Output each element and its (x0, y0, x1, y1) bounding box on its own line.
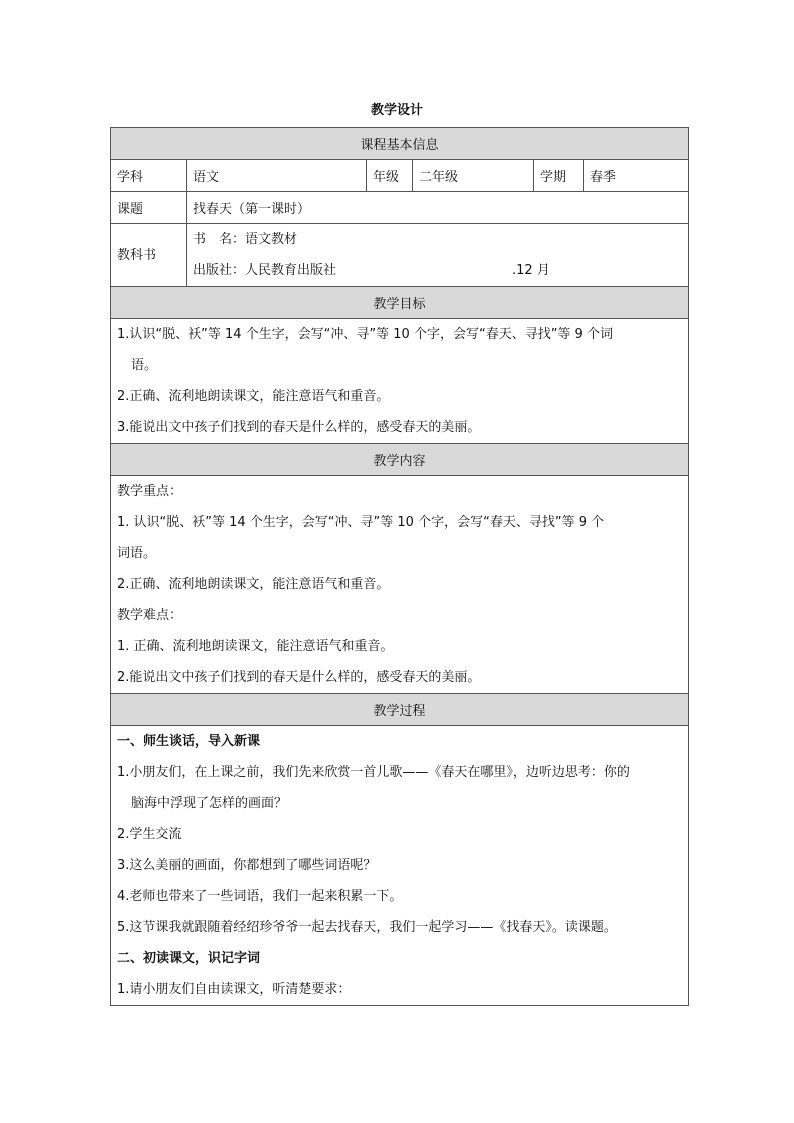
section1-title: 一、师生谈话，导入新课 (117, 734, 261, 749)
difficulty-label: 教学难点： (117, 608, 183, 623)
subject-label: 学科 (111, 160, 187, 192)
book-name: 书 名：语文教材 (193, 232, 298, 247)
process-item: 脑海中浮现了怎样的画面？ (131, 796, 288, 811)
subject-row (111, 160, 689, 192)
process-row (111, 726, 689, 1006)
process-item: 1.请小朋友们自由读课文，听清楚要求： (117, 982, 351, 997)
topic-label: 课题 (111, 192, 187, 224)
goals-content (111, 319, 689, 444)
content-row (111, 476, 689, 694)
content-body (111, 476, 689, 694)
lesson-plan-table (110, 127, 689, 1006)
publisher: 出版社：人民教育出版社 (193, 263, 337, 278)
textbook-label-text: 教科书 (117, 247, 157, 263)
key-point-item: 词语。 (117, 546, 157, 561)
textbook-row (111, 224, 689, 287)
goal-item: 1.认识“脱、袄”等 14 个生字，会写“冲、寻”等 10 个字，会写“春天、寻找”等 9 个词 (117, 327, 613, 342)
grade-value: 二年级 (413, 160, 534, 192)
publisher-line (193, 255, 682, 286)
topic-value: 找春天（第一课时） (187, 192, 689, 224)
term-label: 学期 (534, 160, 584, 192)
process-header: 教学过程 (111, 694, 689, 726)
key-points-label: 教学重点： (117, 484, 183, 499)
goal-item: 3.能说出文中孩子们找到的春天是什么样的，感受春天的美丽。 (117, 420, 481, 435)
process-body (111, 726, 689, 1006)
textbook-info (187, 224, 689, 287)
key-point-item: 2.正确、流利地朗读课文，能注意语气和重音。 (117, 577, 390, 592)
process-item: 5.这节课我就跟随着经绍珍爷爷一起去找春天，我们一起学习——《找春天》。读课题。 (117, 920, 617, 935)
process-item: 1.小朋友们，在上课之前，我们先来欣赏一首儿歌——《春天在哪里》，边听边思考：你的 (117, 765, 630, 780)
section2-title: 二、初读课文，识记字词 (117, 951, 261, 966)
difficulty-item: 1. 正确、流利地朗读课文，能注意语气和重音。 (117, 639, 394, 654)
publish-date: .12 月 (512, 263, 550, 278)
basic-info-header-row (111, 128, 689, 160)
document-title: 教学设计 (370, 103, 423, 118)
goals-row (111, 319, 689, 444)
goal-item: 语。 (131, 358, 158, 373)
process-item: 2.学生交流 (117, 827, 182, 842)
goals-header-row (111, 287, 689, 319)
process-header-row (111, 694, 689, 726)
topic-row (111, 192, 689, 224)
process-item: 4.老师也带来了一些词语，我们一起来积累一下。 (117, 889, 403, 904)
difficulty-item: 2.能说出文中孩子们找到的春天是什么样的，感受春天的美丽。 (117, 670, 481, 685)
textbook-label (111, 224, 187, 287)
content-header: 教学内容 (111, 444, 689, 476)
grade-label: 年级 (367, 160, 413, 192)
goals-header: 教学目标 (111, 287, 689, 319)
process-item: 3.这么美丽的画面，你都想到了哪些词语呢？ (117, 858, 377, 873)
basic-info-header: 课程基本信息 (111, 128, 689, 160)
goal-item: 2.正确、流利地朗读课文，能注意语气和重音。 (117, 389, 390, 404)
key-point-item: 1. 认识“脱、袄”等 14 个生字，会写“冲、寻”等 10 个字，会写“春天、寻找”等 9 个 (117, 515, 605, 530)
content-header-row (111, 444, 689, 476)
subject-value: 语文 (187, 160, 367, 192)
term-value: 春季 (584, 160, 689, 192)
